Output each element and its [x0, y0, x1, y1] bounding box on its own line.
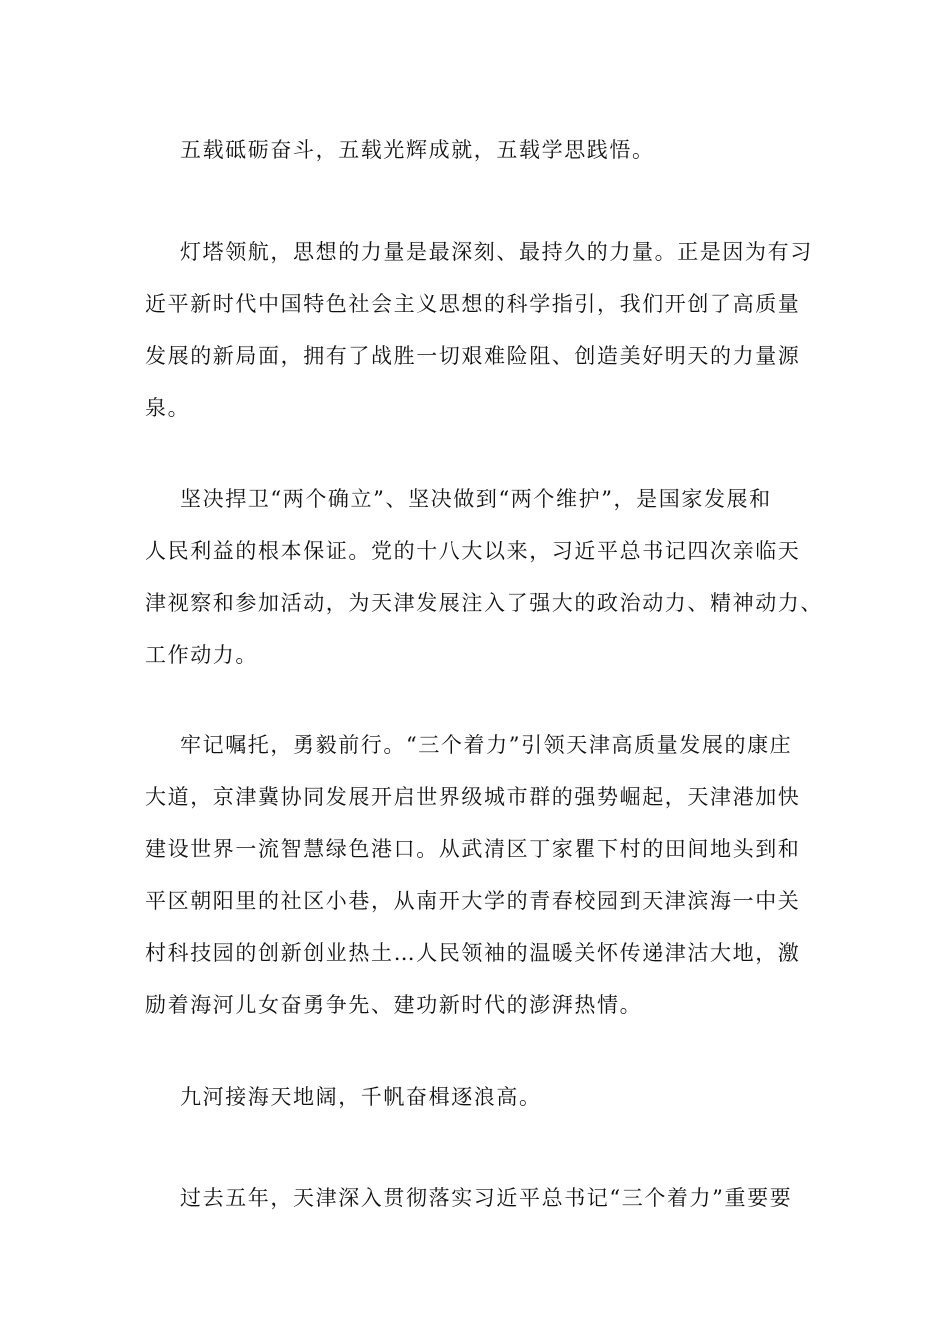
- text-line: 坚决捍卫“两个确立”、坚决做到“两个维护”，是国家发展和: [180, 487, 772, 511]
- text-line: 建设世界一流智慧绿色港口。从武清区丁家瞿下村的田间地头到和: [145, 837, 801, 861]
- paragraph-5: [145, 1071, 810, 1123]
- text-line: 五载砥砺奋斗，五载光辉成就，五载学思践悟。: [180, 138, 655, 162]
- text-line: 灯塔领航，思想的力量是最深刻、最持久的力量。正是因为有习: [180, 240, 813, 264]
- text-line: 发展的新局面，拥有了战胜一切艰难险阻、创造美好明天的力量源: [145, 344, 801, 368]
- text-line: 泉。: [145, 396, 191, 420]
- paragraph-2: [145, 226, 813, 434]
- text-line: 九河接海天地阔，千帆奋楫逐浪高。: [180, 1085, 542, 1109]
- text-line: 励着海河儿女奋勇争先、建功新时代的澎湃热情。: [145, 993, 643, 1017]
- paragraph-3: [145, 473, 823, 681]
- text-line: 人民利益的根本保证。党的十八大以来，习近平总书记四次亲临天: [145, 539, 801, 563]
- paragraph-6: [145, 1172, 810, 1224]
- text-line: 过去五年，天津深入贯彻落实习近平总书记“三个着力”重要要: [180, 1186, 793, 1210]
- text-line: 牢记嘱托，勇毅前行。“三个着力”引领天津高质量发展的康庄: [180, 733, 793, 757]
- text-line: 工作动力。: [145, 643, 258, 667]
- text-line: 平区朝阳里的社区小巷，从南开大学的青春校园到天津滨海一中关: [145, 889, 801, 913]
- paragraph-1: [145, 124, 810, 176]
- text-line: 大道，京津冀协同发展开启世界级城市群的强势崛起，天津港加快: [145, 785, 801, 809]
- text-line: 近平新时代中国特色社会主义思想的科学指引，我们开创了高质量: [145, 292, 801, 316]
- text-line: 村科技园的创新创业热土…人民领袖的温暖关怀传递津沽大地，激: [145, 941, 801, 965]
- paragraph-4: [145, 719, 810, 1031]
- text-line: 津视察和参加活动，为天津发展注入了强大的政治动力、精神动力、: [145, 591, 823, 615]
